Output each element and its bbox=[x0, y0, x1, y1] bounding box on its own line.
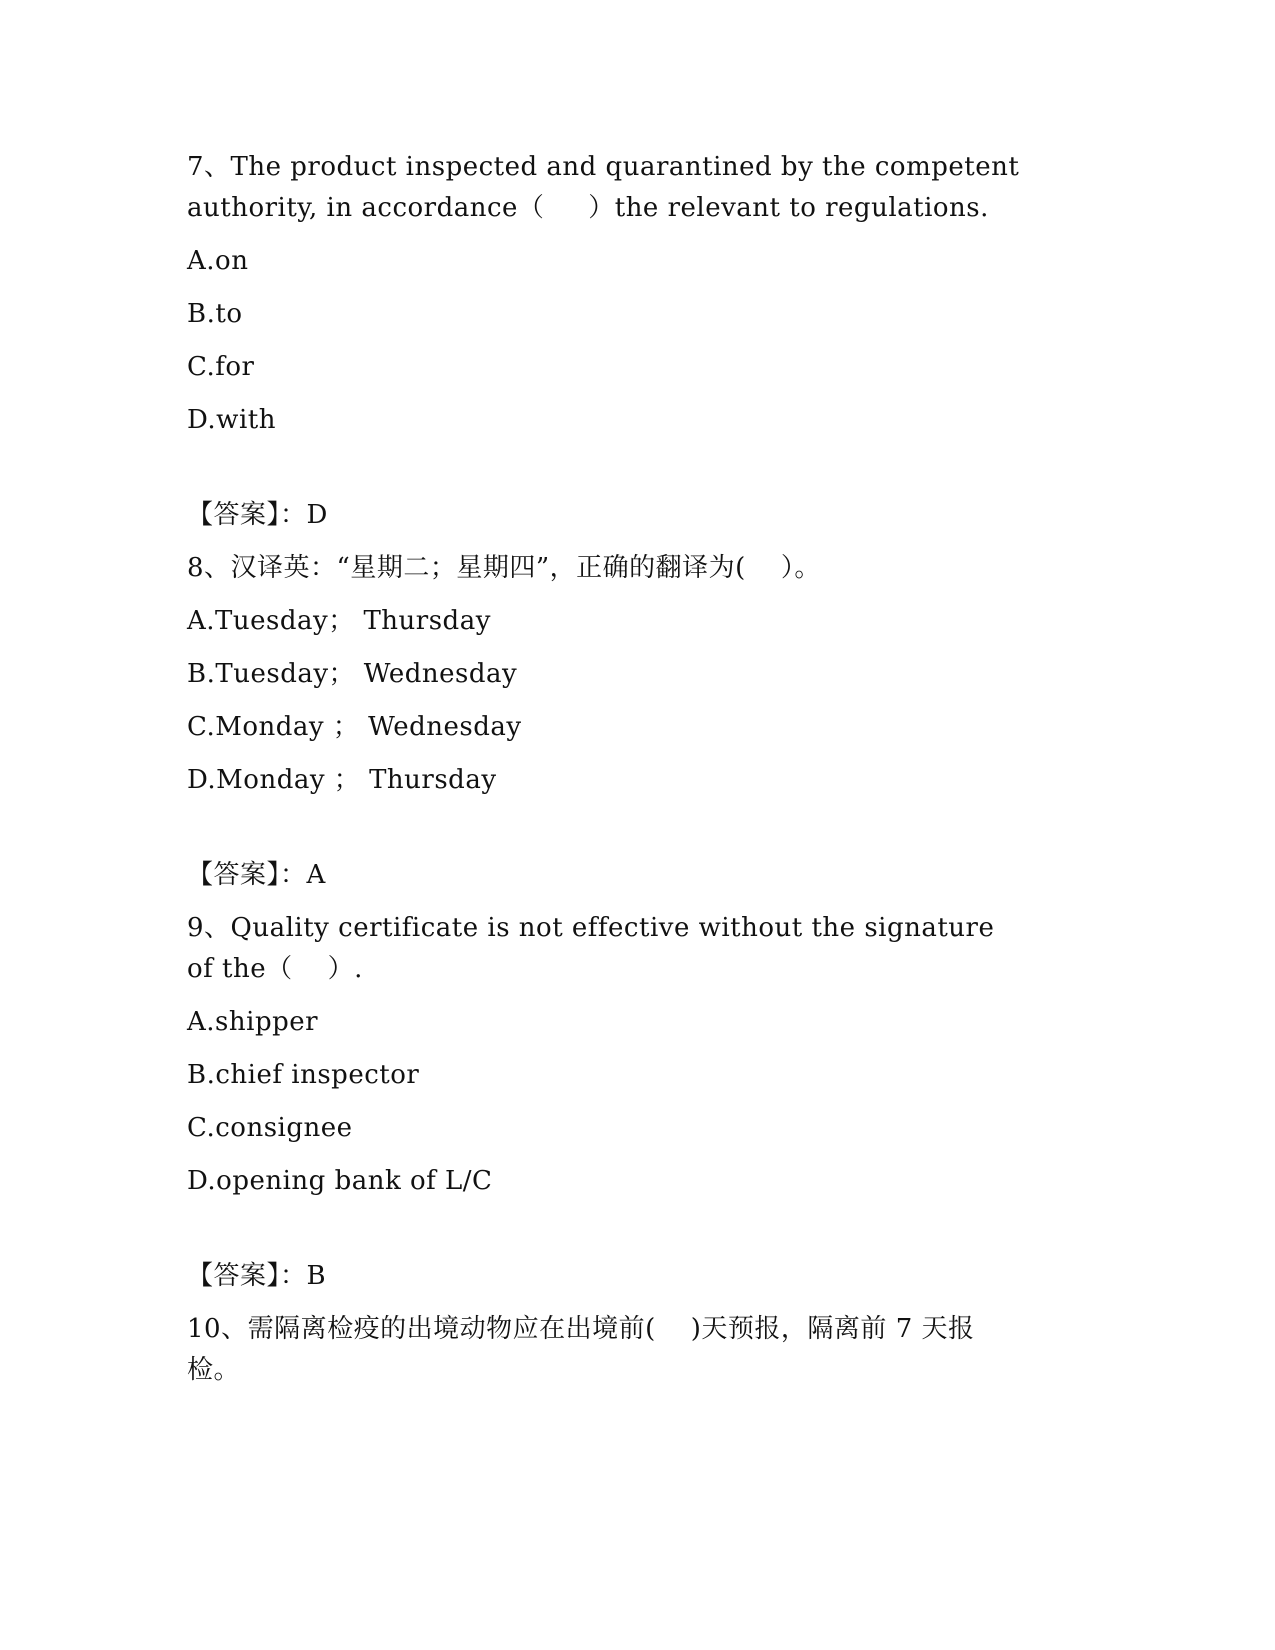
question-8-option-b: B.Tuesday； Wednesday bbox=[187, 659, 518, 689]
question-7-answer: 【答案】：D bbox=[187, 500, 328, 530]
question-7-option-a: A.on bbox=[187, 246, 249, 276]
question-8-answer: 【答案】：A bbox=[187, 860, 326, 890]
question-7-option-c: C.for bbox=[187, 352, 255, 382]
question-10-stem-line-2: 检。 bbox=[187, 1355, 241, 1385]
question-9-option-c: C.consignee bbox=[187, 1113, 353, 1143]
question-8-option-c: C.Monday ； Wednesday bbox=[187, 712, 522, 742]
question-9-option-d: D.opening bank of L/C bbox=[187, 1166, 493, 1196]
question-8-option-a: A.Tuesday； Thursday bbox=[187, 606, 491, 636]
question-9-option-b: B.chief inspector bbox=[187, 1060, 420, 1090]
question-8-option-d: D.Monday ； Thursday bbox=[187, 765, 497, 795]
question-10-stem-line-1: 10、需隔离检疫的出境动物应在出境前( )天预报，隔离前 7 天报 bbox=[187, 1314, 975, 1344]
question-7-stem-line-1: 7、The product inspected and quarantined by the competent bbox=[187, 152, 1020, 182]
question-9-stem-line-1: 9、Quality certificate is not effective without the signature bbox=[187, 913, 995, 943]
question-7-option-b: B.to bbox=[187, 299, 243, 329]
question-9-option-a: A.shipper bbox=[187, 1007, 319, 1037]
question-7-stem-line-2: authority, in accordance（ ）the relevant to regulations. bbox=[187, 193, 989, 223]
question-8-stem-line-1: 8、汉译英：“星期二；星期四”，正确的翻译为( ）。 bbox=[187, 553, 821, 583]
question-9-stem-line-2: of the（ ）. bbox=[187, 954, 363, 984]
question-7-option-d: D.with bbox=[187, 405, 276, 435]
question-9-answer: 【答案】：B bbox=[187, 1261, 327, 1291]
